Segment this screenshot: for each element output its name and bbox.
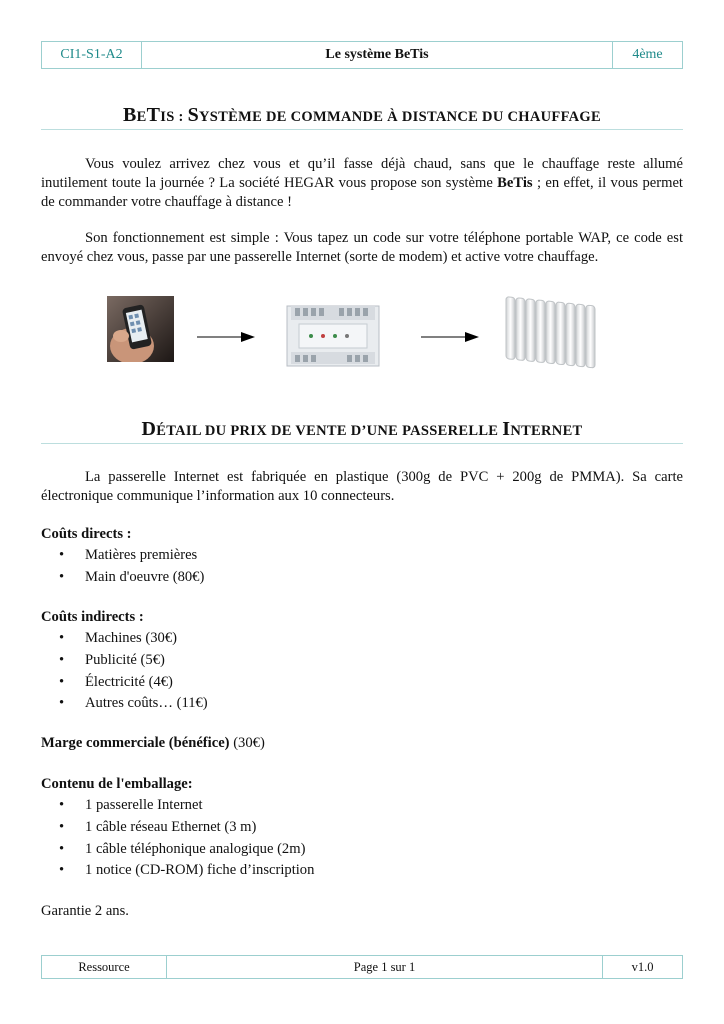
material-paragraph: La passerelle Internet est fabriquée en plastique (300g de PVC + 200g de PMMA). Sa carte électronique communique l’information aux 10 connecteurs.: [41, 469, 683, 504]
arrow-right-icon: [421, 331, 481, 343]
header-title: Le système BeTis: [325, 47, 429, 62]
list-item: • Autres coûts… (11€): [59, 695, 208, 712]
indirect-costs-heading: Coûts indirects :: [41, 609, 144, 625]
section2-title: DÉTAIL DU PRIX DE VENTE D’UNE PASSERELLE INTERNET: [41, 418, 683, 444]
commercial-margin: Marge commerciale (bénéfice) (30€): [41, 735, 265, 751]
arrow-right-icon: [197, 331, 257, 343]
header-level: 4ème: [612, 42, 682, 68]
list-item: • 1 notice (CD-ROM) fiche d’inscription: [59, 862, 315, 879]
list-item: • 1 câble téléphonique analogique (2m): [59, 840, 306, 857]
footer-type: Ressource: [42, 956, 167, 978]
list-item: • Machines (30€): [59, 630, 177, 646]
system-diagram: [0, 296, 724, 376]
list-item: • Matières premières: [59, 547, 198, 563]
section1-title: BETIS : SYSTÈME DE COMMANDE À DISTANCE DU CHAUFFAGE: [41, 104, 683, 130]
direct-costs-list: [41, 545, 204, 589]
header-code: CI1-S1-A2: [42, 42, 142, 68]
list-item: • Électricité (4€): [59, 673, 173, 690]
list-item: • 1 câble réseau Ethernet (3 m): [59, 818, 257, 835]
operation-paragraph: Son fonctionnement est simple : Vous tapez un code sur votre téléphone portable WAP, ce code est envoyé chez vous, passe par une passerelle Internet (sorte de modem) et active votre chauffage.: [41, 230, 683, 265]
radiator-icon: [500, 294, 606, 374]
page-footer: [41, 955, 683, 979]
list-item: • Main d'oeuvre (80€): [59, 568, 205, 585]
direct-costs-heading: Coûts directs :: [41, 526, 132, 542]
warranty-text: Garantie 2 ans.: [41, 903, 129, 919]
list-item: • 1 passerelle Internet: [59, 797, 203, 813]
package-contents-list: [41, 795, 314, 882]
mobile-phone-in-hand-icon: [107, 296, 174, 362]
list-item: • Publicité (5€): [59, 651, 165, 668]
package-contents-heading: Contenu de l'emballage:: [41, 776, 193, 792]
betis-brand: BeTis: [497, 175, 533, 191]
internet-gateway-module-icon: [281, 300, 384, 370]
page-header: [41, 41, 683, 69]
indirect-costs-list: [41, 628, 208, 715]
intro-paragraph: Vous voulez arrivez chez vous et qu’il fasse déjà chaud, sans que le chauffage reste allumé inutilement toute la journée ? La société HEGAR vous propose son système BeTis ; en effet, il vous permet de commander votre chauffage à distance !: [41, 156, 683, 210]
footer-page-number: Page 1 sur 1: [353, 959, 416, 974]
footer-version: v1.0: [602, 956, 682, 978]
